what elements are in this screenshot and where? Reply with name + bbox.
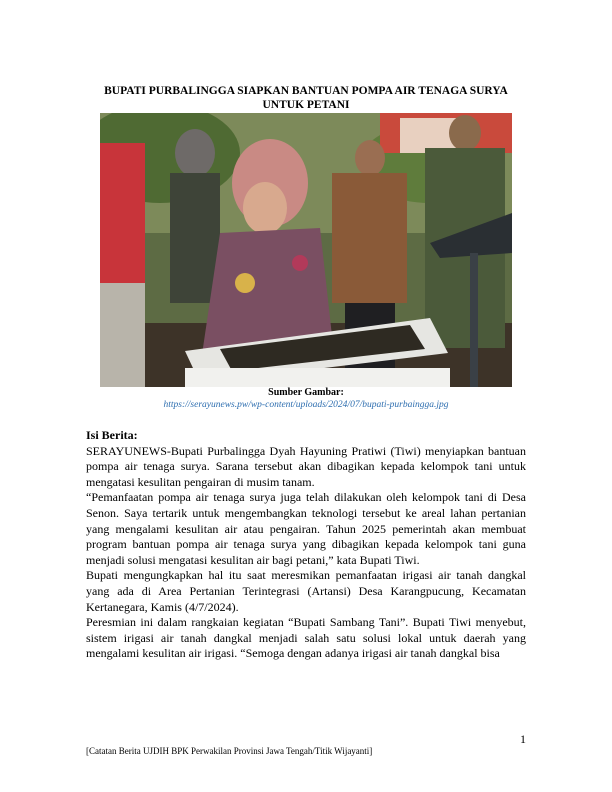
news-photo (100, 113, 512, 387)
image-source-link[interactable]: https://serayunews.pw/wp-content/uploads/2024/07/bupati-purbaingga.jpg (163, 400, 449, 410)
page-footer: [Catatan Berita UJDIH BPK Perwakilan Provinsi Jawa Tengah/Titik Wijayanti] (86, 746, 373, 756)
paragraph: “Pemanfaatan pompa air tenaga surya juga telah dilakukan oleh kelompok tani di Desa Senon. Saya tertarik untuk mengembangkan teknologi tersebut ke areal lahan pertanian yang mengalami kesulitan air atau pengairan. Tahun 2025 pemerintah akan membuat program bantuan pompa air tenaga surya yang dibagikan kepada kelompok tani guna menjadi solusi mengatasi kesulitan air bagi petani,” kata Bupati Tiwi. (86, 490, 526, 567)
article-body (86, 428, 526, 662)
paragraph: SERAYUNEWS-Bupati Purbalingga Dyah Hayuning Pratiwi (Tiwi) menyiapkan bantuan pompa air tenaga surya. Sarana tersebut akan dibagikan kepada kelompok tani untuk mengatasi kesulitan pengairan di musim tanam. (86, 443, 526, 489)
article-title: BUPATI PURBALINGGA SIAPKAN BANTUAN POMPA AIR TENAGA SURYA UNTUK PETANI (104, 85, 508, 111)
paragraph: Peresmian ini dalam rangkaian kegiatan “Bupati Sambang Tani”. Bupati Tiwi menyebut, sistem irigasi air tanah dangkal menjadi salah satu solusi lokal untuk daerah yang mengalami kesulitan air irigasi. “Semoga dengan adanya irigasi air tanah dangkal bisa (86, 615, 526, 661)
image-caption-label: Sumber Gambar: (268, 387, 344, 398)
page-number: 1 (520, 732, 526, 746)
section-heading: Isi Berita: (86, 428, 138, 442)
paragraph: Bupati mengungkapkan hal itu saat meresmikan pemanfaatan irigasi air tanah dangkal yang ada di Area Pertanian Terintegrasi (Artansi) Desa Karangpucung, Kecamatan Kertanegara, Kamis (4/7/2024). (86, 568, 526, 614)
